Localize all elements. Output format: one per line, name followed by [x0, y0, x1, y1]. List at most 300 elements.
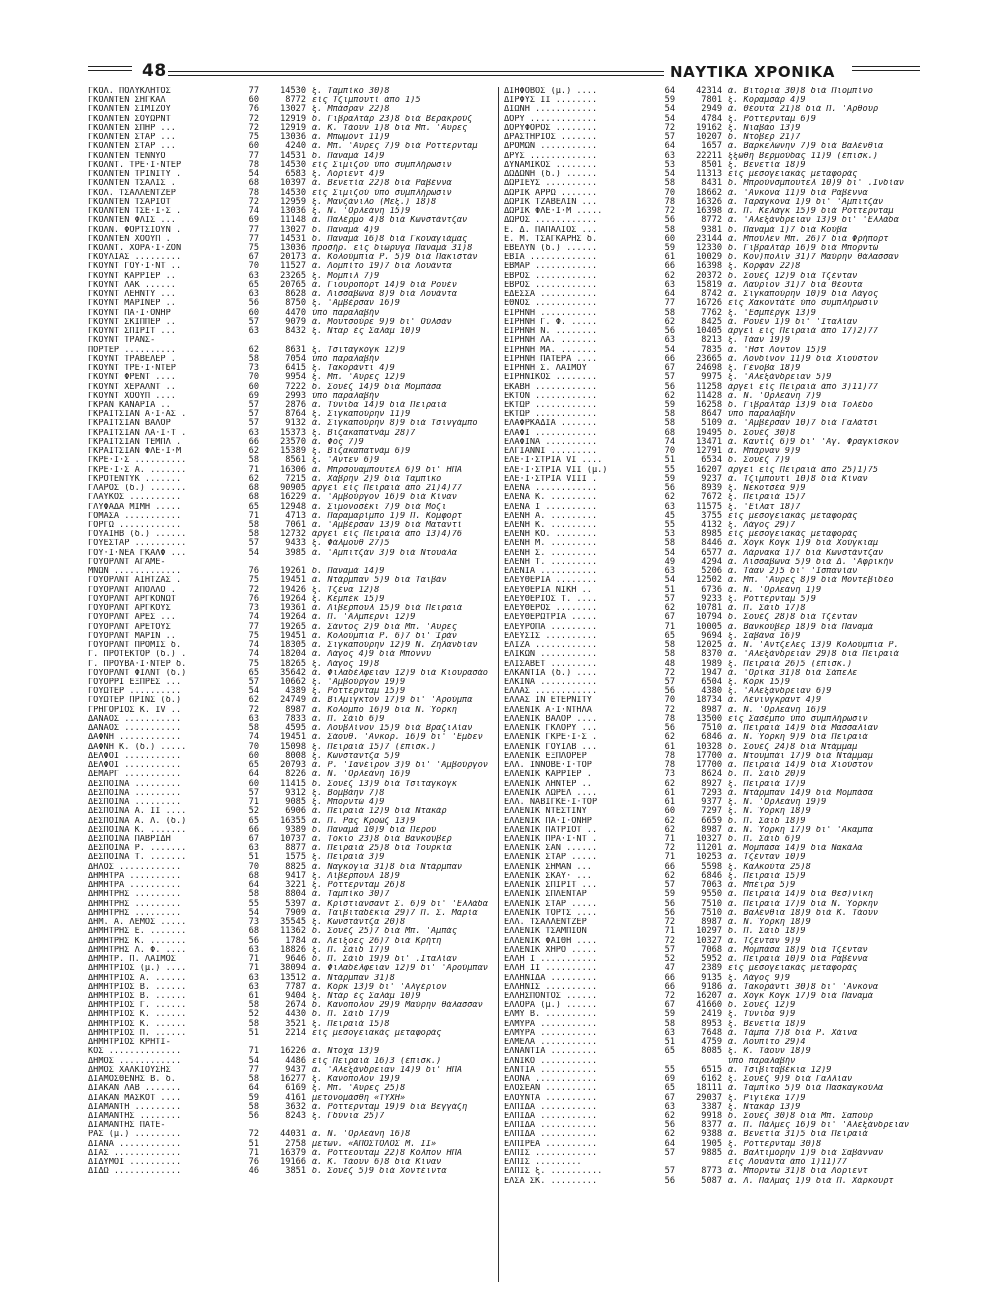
ship-tonnage: 9132 — [285, 418, 306, 429]
ship-entry — [88, 549, 492, 558]
ship-position-note: δ. Π. Σάϊδ 18)9 — [728, 816, 806, 826]
ship-position-note: ξ. Τύνιδα 9)9 — [728, 1010, 796, 1020]
ship-tonnage: 15389 — [280, 446, 306, 457]
ship-position-note: ά. Π. Ρας Κροώζ 13)9 — [312, 816, 416, 826]
ship-name: ΕΛΠΙΣ ξ. .......... — [504, 1167, 603, 1177]
ship-position-note: ά. Λονδίνον 11)9 διά Χιούστον — [728, 354, 879, 364]
ship-name: ΓΟΥΩΤΕΡ ΠΡΙΝΣ (δ.) — [88, 696, 182, 706]
ship-year: 60 — [664, 806, 675, 817]
ship-position-note: ά. Ρόττεουταμ 22)8 Κόλπον ΗΠΑ — [312, 1148, 463, 1158]
ship-position-note: ά. Ρ. 'Ιανέϊρον 3)9 δι' 'Αμβούργον — [312, 761, 488, 771]
ship-year: 60 — [248, 778, 259, 789]
ship-name: ΕΛΛΕΝΙΚ ΕΞΠΛΟΡΕΡ — [504, 751, 587, 761]
ship-tonnage: 7215 — [285, 473, 306, 484]
ship-tonnage: 12025 — [696, 640, 722, 651]
ship-year: 73 — [664, 769, 675, 780]
ship-tonnage: 8877 — [285, 843, 306, 854]
ship-tonnage: 11313 — [696, 169, 722, 180]
ship-name: ΕΛΠΙΔΑ ........... — [504, 1121, 598, 1131]
ship-name: ΕΛΕΥΘΕΡΙΑ ........ — [504, 576, 598, 586]
ship-position-note: ά. 'Αλεξάνδρειαν 13)9 δι' 'Ελλάδα — [728, 216, 899, 226]
ship-year: 70 — [664, 695, 675, 706]
ship-name: ΕΛΛΕΝΙΚ ΠΑ·Ι·ΟΝΗΡ — [504, 816, 592, 826]
ship-year: 67 — [664, 612, 675, 623]
ship-year: 51 — [248, 1027, 259, 1038]
ship-tonnage: 9388 — [701, 1129, 722, 1140]
ship-name: ΕΙΡΗΝΗ Σ. ΛΑΙΜΟΥ — [504, 364, 587, 374]
ship-position-note: ξ. Ντακάρ 13)9 — [728, 1102, 801, 1112]
ship-year: 52 — [248, 806, 259, 817]
ship-name: ΔΙΔΥΜΟΙ .......... — [88, 1158, 182, 1168]
ship-position-note: ά. Μπέϊρα 5)9 — [728, 881, 796, 891]
ship-year: 58 — [664, 307, 675, 318]
ship-position-note: άργεί είς Πειραιά άπό 13)4)76 — [312, 530, 463, 540]
ship-position-note: ά. Ταραγκόνα 1)9 δι' 'Αμπιτζάν — [728, 197, 884, 207]
ship-position-note: ά. Μπωμόντ 11)9 — [312, 133, 390, 143]
ship-year: 63 — [664, 335, 675, 346]
ship-tonnage: 8647 — [701, 409, 722, 420]
ship-name: ΕΛΛΗΝΙΔΑ ......... — [504, 973, 598, 983]
ship-year: 72 — [664, 843, 675, 854]
ship-year: 51 — [664, 455, 675, 466]
ship-tonnage: 19426 — [280, 584, 306, 595]
ship-year: 56 — [664, 1120, 675, 1131]
ship-position-note: ξ. Καλκούτα 25)8 — [728, 862, 811, 872]
ship-tonnage: 4430 — [285, 1009, 306, 1020]
ship-entry — [88, 1029, 492, 1038]
ship-position-note: ξ. Σουέζ 9)9 διά Γαλλίαν — [728, 1075, 853, 1085]
ship-tonnage: 11362 — [280, 926, 306, 937]
ship-name: ΕΛΛΕΝΙΚ ΓΚΡΕ·Ι·Σ . — [504, 733, 598, 743]
ship-year: 63 — [664, 279, 675, 290]
ship-year: 56 — [248, 1111, 259, 1122]
ship-year: 63 — [248, 981, 259, 992]
ship-name: ΕΒΡΟΣ ............ — [504, 271, 598, 281]
ship-year: 70 — [248, 261, 259, 272]
ship-name: Γ. ΠΡΟΥΒΑ·Ι·ΝΤΕΡ δ. — [88, 659, 187, 669]
ship-tonnage: 29037 — [696, 1092, 722, 1103]
ship-tonnage: 11415 — [280, 778, 306, 789]
ship-entry — [88, 1167, 492, 1176]
ship-name: ΕΛΝΑΝΤΙΑ ......... — [504, 1047, 598, 1057]
ship-name: ΕΛΛΗΝΙΣ .......... — [504, 982, 598, 992]
ship-position-note: ξ. Μπάσραν 22)8 — [312, 105, 390, 115]
ship-position-note: ά. Γιουροπόρτ 14)9 διά Ρουέν — [312, 280, 457, 290]
ship-tonnage: 7762 — [701, 307, 722, 318]
ship-tonnage: 7068 — [701, 944, 722, 955]
ship-year: 77 — [248, 233, 259, 244]
ship-tonnage: 15098 — [280, 741, 306, 752]
ship-name: ΕΛΛ. ΝΑΒΙΓΚΕ·Ι·ΤΟΡ — [504, 798, 598, 808]
ship-tonnage: 9237 — [701, 473, 722, 484]
ship-tonnage: 19166 — [280, 1157, 306, 1168]
ship-position-note: δ. Σουέζ 13)9 διά Τσιταγκόγκ — [312, 779, 457, 789]
ship-position-note: ά. Μπορντώ 31)8 διά Λόριεντ — [728, 1167, 868, 1177]
ship-position-note: ά. Λουπίτο 29)4 — [728, 1038, 806, 1048]
ship-position-note: ξ. Ν. 'Ορλεάνη 19)9 — [728, 798, 827, 808]
ship-tonnage: 9417 — [285, 870, 306, 881]
ship-position-note: ά. Πειραιά 17)9 διά Ν. Ύόρκην — [728, 899, 879, 909]
ship-year: 62 — [664, 1129, 675, 1140]
ship-year: 74 — [248, 612, 259, 623]
ship-tonnage: 7801 — [701, 95, 722, 106]
ship-name: ΕΛΕΥΡΟΠΑ ......... — [504, 622, 598, 632]
ship-tonnage: 9975 — [701, 372, 722, 383]
ship-year: 71 — [248, 797, 259, 808]
ship-position-note: ξ. 'Αμβέρσαν 16)9 — [312, 299, 400, 309]
ship-name: ΕΛΕΥΘΕΡΙΟΣ Τ. .... — [504, 594, 598, 604]
ship-year: 74 — [248, 206, 259, 217]
ship-name: ΓΚΟΥΝΤ ΤΡΕ·Ι·ΝΤΕΡ — [88, 364, 176, 374]
ship-year: 57 — [248, 409, 259, 420]
ship-name: ΕΛΜΥΡΑ ........... — [504, 1028, 598, 1038]
ship-position-note: ά. Κολούμπια Ρ. 6)7 δι' Ίράν — [312, 631, 457, 641]
ship-tonnage: 8213 — [701, 335, 722, 346]
ship-position-note: ξ. Βενετία 18)9 — [728, 160, 806, 170]
ship-name: ΕΛΙΖΑ ............ — [504, 641, 598, 651]
ship-name: ΕΛΛΑΣ ............ — [504, 687, 598, 697]
ship-position-note: ά. Λίβερπουλ 15)9 διά Πειραιά — [312, 604, 463, 614]
ship-tonnage: 8987 — [701, 824, 722, 835]
ship-position-note: ά. Ν. 'Ορλεάνη 16)8 — [312, 1130, 411, 1140]
ship-year: 74 — [248, 640, 259, 651]
ship-year: 58 — [248, 455, 259, 466]
ship-tonnage: 14530 — [280, 86, 306, 96]
ship-position-note: είς μεσογειακάς μεταφοράς — [312, 1028, 442, 1038]
ship-year: 76 — [248, 566, 259, 577]
ship-year: 57 — [664, 593, 675, 604]
ship-name: ΕΒΕΛΥΝ (δ.) ...... — [504, 243, 598, 253]
ship-name: ΓΟΥΟΡΛΝΤ ΑΡΕΤΟΥΣ — [88, 622, 171, 632]
ship-year: 57 — [248, 316, 259, 327]
ship-year: 62 — [664, 732, 675, 743]
ship-tonnage: 10328 — [696, 741, 722, 752]
ship-name: ΓΟΥΕΣΤΑΡ .......... — [88, 539, 187, 549]
ship-name: ΔΡΥΣ ............. — [504, 151, 598, 161]
ship-position-note: δ. Σουέζ 25)7 διά Μπ. 'Αμπάς — [312, 927, 457, 937]
ship-year: 68 — [248, 483, 259, 494]
ship-year: 58 — [248, 1101, 259, 1112]
ship-tonnage: 41660 — [696, 1000, 722, 1011]
ship-tonnage: 1575 — [285, 852, 306, 863]
ship-tonnage: 16258 — [696, 399, 722, 410]
ship-year: 78 — [664, 713, 675, 724]
ship-year: 56 — [664, 686, 675, 697]
ship-name: ΓΚΟΛΝΤΕΝ ΤΣΕ·Ι·Σ . — [88, 207, 182, 217]
ship-tonnage: 8987 — [285, 704, 306, 715]
ship-tonnage: 10253 — [696, 852, 722, 863]
ship-position-note: ά. Π. Σάϊδ 6)9 — [312, 714, 385, 724]
ship-position-note: δ. Σουέζ 30)8 διά Μπ. Σαπούρ — [728, 1112, 873, 1122]
ship-position-note: ά. Χόγκ Κόγκ 17)9 διά Παναμά — [728, 991, 873, 1001]
ship-position-note: ξ. Πειραιά 17)9 — [728, 779, 806, 789]
ship-name: ΕΛΟΥΝΤΑ .......... — [504, 1093, 598, 1103]
ship-name: ΔΕΣΠΟΙΝΑ Ρ. ....... — [88, 844, 187, 854]
ship-tonnage: 44031 — [280, 1129, 306, 1140]
ship-name: ΓΛΑΥΚΟΣ .......... — [88, 493, 182, 503]
ship-year: 72 — [248, 113, 259, 124]
ship-position-note: ά. Μπ. 'Αϋρες 8)9 διά Μοντεβιδέο — [728, 576, 894, 586]
ship-tonnage: 4784 — [701, 113, 722, 124]
ship-tonnage: 8987 — [701, 704, 722, 715]
ship-year: 77 — [248, 224, 259, 235]
ship-year: 63 — [248, 289, 259, 300]
ship-year: 54 — [248, 907, 259, 918]
ship-name: ΔΕΜΑΡΓ ........... — [88, 770, 182, 780]
ship-year: 71 — [248, 510, 259, 521]
ship-tonnage: 11428 — [696, 390, 722, 401]
ship-position-note: είς μεσογειακάς μεταφοράς — [728, 964, 858, 974]
ship-tonnage: 17700 — [696, 760, 722, 771]
ship-tonnage: 18204 — [280, 649, 306, 660]
ship-year: 72 — [248, 704, 259, 715]
ship-name: ΕΛΛΗΣΠΟΝΤΟΣ ...... — [504, 991, 598, 1001]
ship-position-note: ά. Τζένταν 10)9 — [728, 853, 806, 863]
ship-position-note: δ. Π. Σάϊδ 6)9 — [728, 834, 801, 844]
ship-year: 56 — [664, 898, 675, 909]
ship-year: 63 — [248, 427, 259, 438]
ship-name: ΔΩΡΙΚ ΦΛΕ·Ι·Μ ..... — [504, 207, 603, 217]
ship-name: ΕΛΕΝΑ ............ — [504, 484, 598, 494]
ship-year: 63 — [248, 326, 259, 337]
ship-tonnage: 11148 — [280, 215, 306, 226]
ship-position-note: είς Σιμιζού ύπό συμπλήρωσιν — [312, 160, 452, 170]
header-rule — [168, 71, 664, 72]
ship-name: ΓΚΡΑΙΤΣΙΑΝ Α·Ι·ΑΣ . — [88, 410, 187, 420]
ship-year: 72 — [664, 990, 675, 1001]
ship-name: ΕΙΡΗΝΗ ΛΑ. ....... — [504, 336, 598, 346]
ship-tonnage: 20793 — [280, 760, 306, 771]
ship-position-note: ά. Βιτόρια 30)8 διά Πιομπίνο — [728, 87, 873, 96]
ship-tonnage: 3755 — [701, 510, 722, 521]
ship-name: ΓΚΟΛΝΤΕΝ ΦΛΙΣ ... — [88, 216, 176, 226]
ship-tonnage: 8243 — [285, 1111, 306, 1122]
ship-name: ΓΛΥΦΑΔΑ ΜΙΜΗ ..... — [88, 502, 182, 512]
ship-name: ΓΚΟΥΝΤ ΛΕΗΝΤΥ ... — [88, 290, 176, 300]
ship-tonnage: 7648 — [701, 1027, 722, 1038]
ship-position-note: μετονομάσθη «ΤΥΧΗ» — [312, 1093, 406, 1103]
ship-year: 76 — [248, 593, 259, 604]
ship-name: ΔΕΣΠΟΙΝΑ Κ. ....... — [88, 825, 187, 835]
ship-name: ΓΚΟΛ. ΠΟΛΥΚΛΗΤΟΣ — [88, 87, 171, 96]
ship-tonnage: 9437 — [285, 1064, 306, 1075]
ship-entry — [88, 327, 492, 336]
ship-tonnage: 8377 — [701, 1120, 722, 1131]
ship-name: Ε. Δ. ΠΑΠΑΛΙΟΣ ... — [504, 225, 598, 235]
ship-year: 66 — [664, 261, 675, 272]
ship-tonnage: 9135 — [701, 972, 722, 983]
ship-tonnage: 7909 — [285, 907, 306, 918]
ship-position-note: ά. Ντάρμπαν 5)9 διά Ταϊβάν — [312, 576, 447, 586]
ship-position-note: μετων. «ΑΠΟΣΤΟΛΟΣ Μ. ΙΙ» — [312, 1139, 437, 1149]
ship-position-note: ξ. Βενετία 18)9 — [728, 1019, 806, 1029]
ship-name: ΓΟΥ·Ι·ΝΕΑ ΓΚΑΛΦ ... — [88, 548, 187, 558]
ship-position-note: ξ. Νιαβάο 13)9 — [728, 123, 801, 133]
ship-year: 59 — [664, 95, 675, 106]
ship-tonnage: 38094 — [280, 963, 306, 974]
ship-tonnage: 16277 — [280, 1074, 306, 1085]
ship-name: ΕΛΕΝΗ Τ. ......... — [504, 557, 598, 567]
ship-name: ΔΗΜΟΣ ............ — [88, 1056, 182, 1066]
ship-tonnage: 4486 — [285, 1055, 306, 1066]
ship-name: ΓΚΟΛ. ΤΣΑΛΛΕΝΤΖΕΡ — [88, 188, 176, 198]
ship-name: ΕΛΕ·Ι·ΣΤΡΙΑ VI .... — [504, 456, 603, 466]
ship-tonnage: 24749 — [280, 695, 306, 706]
ship-tonnage: 15819 — [696, 279, 722, 290]
ship-position-note: ά. Πειραιά 14)9 διά Χιούστον — [728, 761, 873, 771]
ship-tonnage: 9186 — [701, 981, 722, 992]
ship-year: 68 — [664, 427, 675, 438]
ship-name: ΓΚΟΛΝΤΕΝ ΣΤΑΡ ... — [88, 133, 176, 143]
ship-year: 78 — [664, 196, 675, 207]
ship-position-note: ά. Πειραιά 14)9 διά Θεσ)νίκη — [728, 890, 873, 900]
ship-name: ΔΕΣΠΟΙΝΑ Τ. ....... — [88, 853, 187, 863]
ship-position-note: δ. Σουέζ 28)8 διά Τζένταν — [728, 613, 858, 623]
ship-year: 53 — [664, 529, 675, 540]
ship-year: 62 — [664, 603, 675, 614]
ship-list-left-column — [88, 87, 492, 1177]
ship-name: ΓΚΟΛΝΤ. ΧΟΡΑ·Ι·ΖΟΝ — [88, 243, 182, 253]
ship-position-note: ά. Χάβρην 2)9 διά Ταμπίκο — [312, 474, 442, 484]
ship-name: ΔΙΔΩ ............. — [88, 1167, 182, 1177]
ship-position-note: ά. Βαρκελώνην 7)9 διά Βαλένθια — [728, 142, 884, 152]
ship-tonnage: 15373 — [280, 427, 306, 438]
ship-year: 54 — [248, 1055, 259, 1066]
ship-name: ΕΛΕΝΗ Α. ......... — [504, 511, 598, 521]
ship-year: 57 — [664, 1166, 675, 1177]
ship-tonnage: 12330 — [696, 242, 722, 253]
ship-name: ΓΟΥΟΡΛΝΤ ΑΡΓΚΟΝΩΤ — [88, 594, 176, 604]
ship-name: ΕΛΓΙΑΝΝΙ ......... — [504, 447, 598, 457]
ship-tonnage: 6659 — [701, 815, 722, 826]
ship-name: ΔΩΡΙΚ ΤΖΑΒΕΛΙΝ ... — [504, 197, 598, 207]
ship-entry — [504, 1177, 908, 1186]
ship-year: 67 — [664, 1092, 675, 1103]
ship-year: 67 — [248, 252, 259, 263]
ship-position-note: ξ. Λόριεντ 4)9 — [312, 170, 385, 180]
ship-position-note: ά. Μομπάσα 14)9 διά Νακάλα — [728, 844, 863, 854]
ship-tonnage: 19495 — [696, 427, 722, 438]
ship-position-note: δ. Παναμά 1)7 διά Κούβα — [728, 225, 847, 235]
ship-tonnage: 19451 — [280, 575, 306, 586]
ship-position-note: ξ. Βιζακαπατνάμ 6)9 — [312, 447, 411, 457]
ship-name: ΓΚΟΛΝΤΕΝ ΤΣΑΡΙΟΤ — [88, 197, 171, 207]
ship-name: ΔΡΟΜΩΝ ........... — [504, 142, 598, 152]
ship-year: 64 — [664, 86, 675, 96]
ship-position-note: ά. Ν. 'Ορλεάνη 16)9 — [312, 770, 411, 780]
ship-position-note: ά. 'Ηστ Λόντον 15)9 — [728, 345, 827, 355]
ship-year: 56 — [664, 907, 675, 918]
ship-name: ΕΛΕΝΗ ΚΟ. ........ — [504, 530, 598, 540]
ship-position-note: άργεί είς Πειραιά άπό 3)11)77 — [728, 382, 879, 392]
ship-position-note: ά. Μπ. 'Αϋρες 7)9 διά Ρόττερνταμ — [312, 142, 478, 152]
ship-position-note: ά. Πειραιά 10)9 διά Ραβέννα — [728, 955, 868, 965]
ship-name: ΕΛΕΝΗ Μ. ......... — [504, 539, 598, 549]
ship-name: ΓΚΡΑΙΤΣΙΑΝ ΒΑΛΟΡ — [88, 419, 171, 429]
ship-position-note: άργεί είς Πειραιά άπό 21)4)77 — [312, 484, 463, 494]
ship-tonnage: 2876 — [285, 399, 306, 410]
ship-year: 66 — [664, 972, 675, 983]
ship-tonnage: 8501 — [701, 159, 722, 170]
ship-year: 45 — [664, 510, 675, 521]
ship-year: 57 — [248, 787, 259, 798]
ship-year: 67 — [664, 1000, 675, 1011]
ship-year: 72 — [664, 667, 675, 678]
ship-position-note: δ. Κον)πολιν 31)7 Μαύρην θάλασσαν — [728, 253, 899, 263]
ship-name: ΓΚΟΥΝΤ ΓΟΥ·Ι·ΝΤ .. — [88, 262, 182, 272]
ship-name: ΕΛΛΕΝΙΚ ΣΠΛΕΝΤΑΡ — [504, 890, 587, 900]
ship-year: 59 — [664, 242, 675, 253]
ship-tonnage: 9312 — [285, 787, 306, 798]
ship-year: 47 — [664, 963, 675, 974]
ship-tonnage: 13471 — [696, 436, 722, 447]
ship-year: 71 — [248, 963, 259, 974]
ship-tonnage: 9433 — [285, 538, 306, 549]
ship-tonnage: 8825 — [285, 861, 306, 872]
ship-tonnage: 12959 — [280, 196, 306, 207]
ship-tonnage: 1989 — [701, 658, 722, 669]
ship-year: 57 — [248, 538, 259, 549]
ship-position-note: ά. Ταμπίκο 5)9 διά Πασκαγκούλα — [728, 1084, 884, 1094]
ship-name: ΔΗΜΗΤΡ. Π. ΛΑΙΜΟΣ — [88, 955, 176, 965]
ship-year: 62 — [664, 270, 675, 281]
ship-tonnage: 7297 — [701, 806, 722, 817]
header-rule — [88, 66, 132, 67]
ship-name: ΔΕΛΦΟΙ ........... — [88, 751, 182, 761]
ship-year: 58 — [664, 649, 675, 660]
ship-tonnage: 8425 — [701, 316, 722, 327]
ship-tonnage: 8446 — [701, 538, 722, 549]
ship-position-note: ά. Λένινγκραντ 4)9 — [728, 696, 822, 706]
ship-year: 61 — [664, 797, 675, 808]
ship-year: 58 — [664, 178, 675, 189]
ship-year: 64 — [248, 1083, 259, 1094]
ship-tonnage: 22211 — [696, 150, 722, 161]
ship-position-note: δ. Σουέζ 7)9 — [728, 456, 791, 466]
ship-position-note: ά. Λομπίτο 19)7 διά Λουάντα — [312, 262, 452, 272]
ship-name: ΕΛΑΦΙ ............ — [504, 428, 598, 438]
ship-name: ΔΙΑΜΟΣΘΕΝΗΣ Β. δ. — [88, 1075, 176, 1085]
ship-position-note: ά. Ρουέν 1)9 δι' 'Ιταλίαν — [728, 317, 858, 327]
ship-name: ΕΛΠΙΔΑ ........... — [504, 1112, 598, 1122]
ship-name: ΕΙΡΗΝΗ Ν. ........ — [504, 327, 598, 337]
ship-position-note: είς μεσογειακάς μεταφοράς — [728, 530, 858, 540]
ship-year: 65 — [248, 279, 259, 290]
ship-tonnage: 18662 — [696, 187, 722, 198]
ship-tonnage: 10207 — [696, 132, 722, 143]
ship-position-note: ά. Π. Κελάγκ 15)9 διά Ρόττερνταμ — [728, 207, 894, 217]
ship-position-note: ά. Ν. 'Ορλεάνη 7)9 — [728, 391, 822, 401]
ship-position-note: ξ. 'Αλεξάνδρειαν 6)9 — [728, 687, 832, 697]
ship-tonnage: 4294 — [701, 556, 722, 567]
ship-name: ΔΑΦΝΗ Κ. (δ.) ..... — [88, 742, 187, 752]
ship-position-note: ξ. Ρόττερνταμ 26)8 — [312, 881, 406, 891]
ship-year: 73 — [248, 363, 259, 374]
ship-year: 72 — [664, 704, 675, 715]
ship-year: 51 — [248, 1138, 259, 1149]
ship-name: ΔΗΜΗΤΡΗΣ ......... — [88, 890, 182, 900]
ship-year: 62 — [664, 778, 675, 789]
ship-name: ΓΟΥΟΡΛΝΤ ΦΙΛΝΤ (δ.) — [88, 668, 187, 678]
ship-tonnage: 6415 — [285, 363, 306, 374]
ship-name: ΓΚΟΥΝΤ ΠΑ·Ι·ΟΝΗΡ — [88, 308, 171, 318]
ship-tonnage: 12502 — [696, 575, 722, 586]
ship-position-note: ξ. Κωνσταντζα 5)9 — [312, 751, 400, 761]
ship-tonnage: 11201 — [696, 843, 722, 854]
ship-tonnage: 2214 — [285, 1027, 306, 1038]
ship-name: ΔΕΣΠΟΙΝΑ ......... — [88, 779, 182, 789]
ship-position-note: ά. Βιλμιγκτον 17)9 δι' 'Αρούμπα — [312, 696, 473, 706]
